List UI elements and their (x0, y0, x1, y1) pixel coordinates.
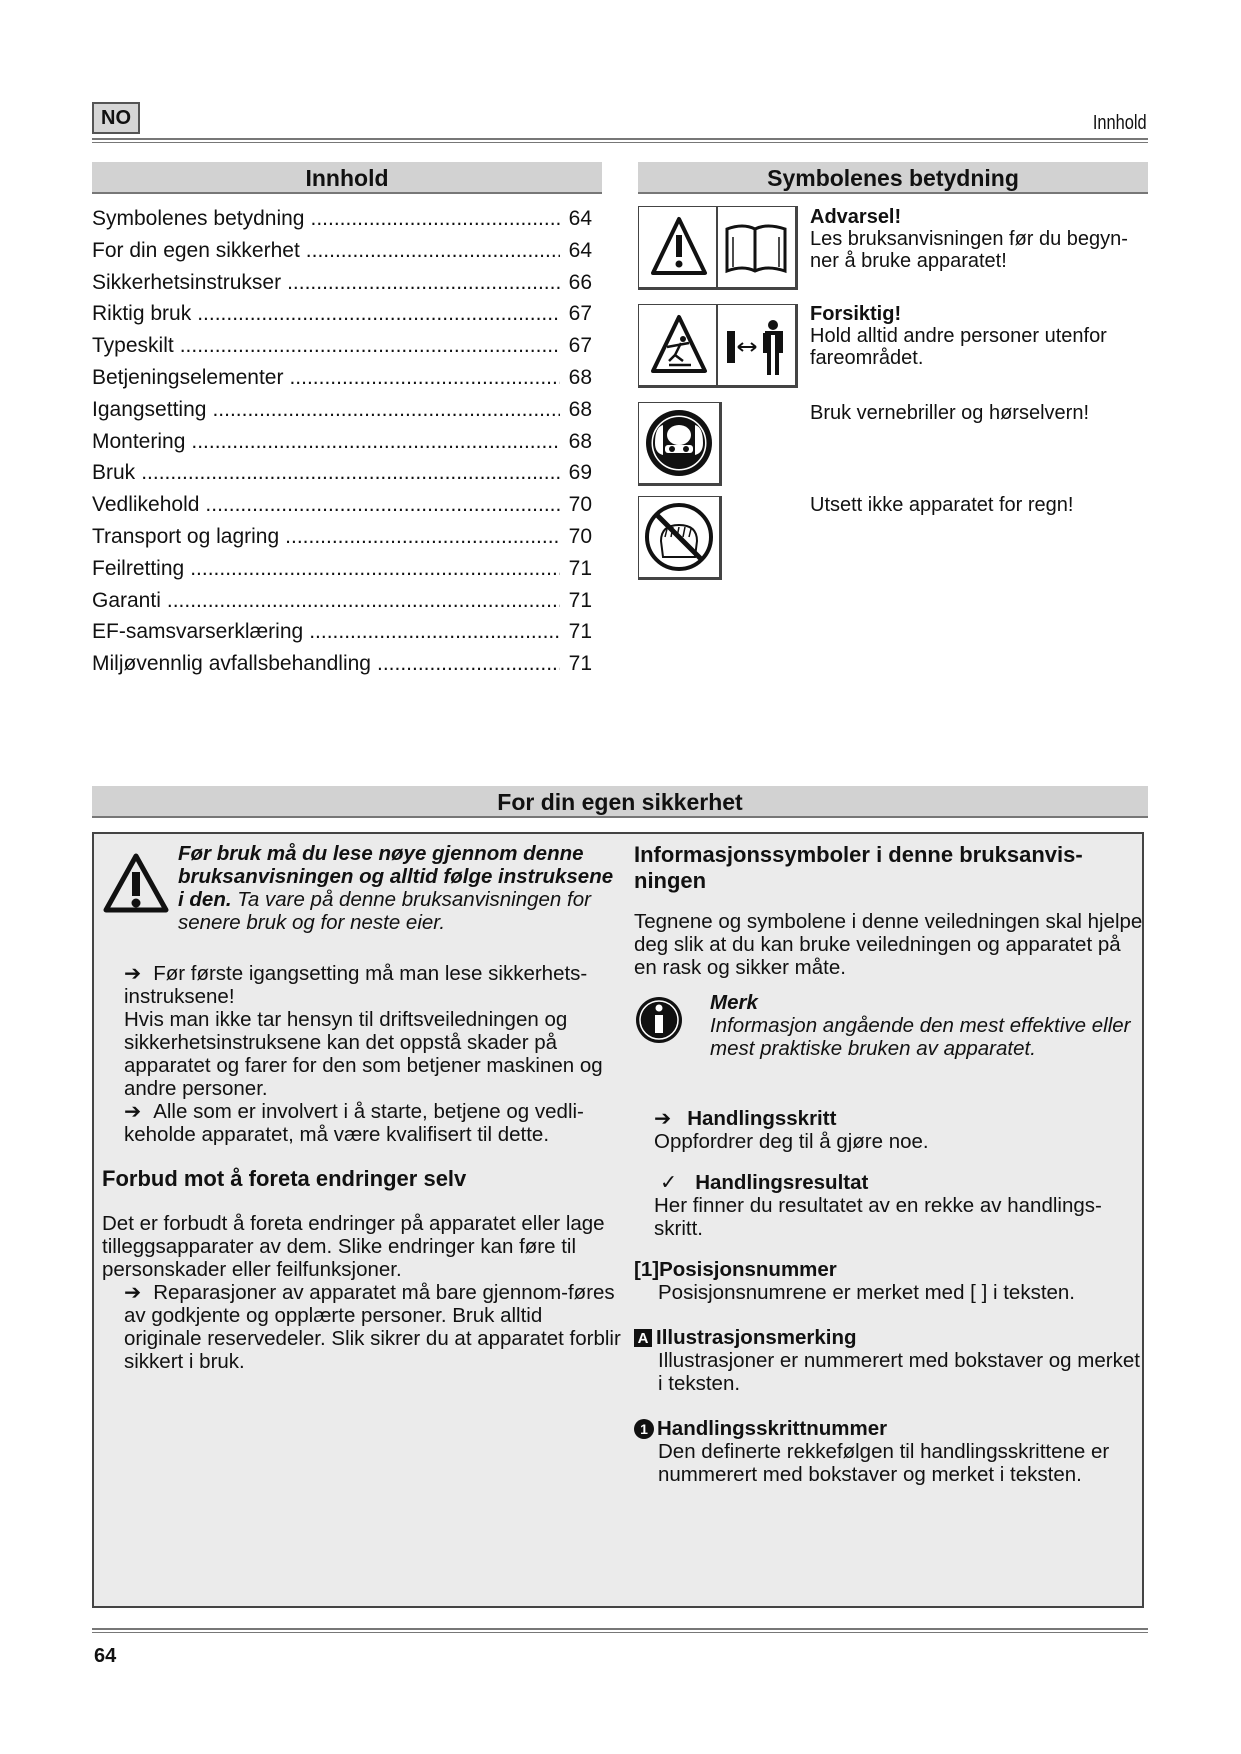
toc-entry-leader (212, 394, 560, 426)
bullet-1-text: Før første igangsetting må man lese sikkerhets-instruksene! (124, 962, 588, 1008)
toc-entry-leader (309, 616, 560, 648)
toc-entry-leader (197, 298, 560, 330)
toc-entry-label: Miljøvennlig avfallsbehandling (92, 652, 371, 676)
toc-entry-page: 71 (568, 588, 592, 612)
safety-heading: For din egen sikkerhet (92, 786, 1148, 818)
bullet-2: ➔ Alle som er involvert i å starte, betjene og vedli-keholde apparatet, må være kvalifisert til dette. (124, 1100, 584, 1146)
toc-entry[interactable] (92, 235, 592, 267)
warning-title: Advarsel! (810, 206, 902, 228)
toc-entry[interactable] (92, 553, 592, 585)
step-number-block (634, 1417, 1144, 1486)
toc-entry-leader (191, 426, 560, 458)
toc-entry[interactable] (92, 521, 592, 553)
footer-rule (92, 1628, 1148, 1630)
toc-entry-label: For din egen sikkerhet (92, 238, 300, 262)
header-rule-thin (92, 142, 1148, 143)
bullet-3: ➔ Reparasjoner av apparatet må bare gjennom-føres av godkjente og opplærte personer. Bruk alltid originale reservedeler. Slik sikrer du at apparatet forblir sikkert i bruk. (124, 1281, 621, 1373)
toc-entry-leader (289, 362, 560, 394)
toc-entry[interactable] (92, 585, 592, 617)
rain-symbol-text: Utsett ikke apparatet for regn! (810, 494, 1074, 516)
bullet-2-text: Alle som er involvert i å starte, betjene og vedli-keholde apparatet, må være kvalifisert til dette. (124, 1100, 584, 1146)
header-title: Innhold (1093, 112, 1147, 134)
illustration-text: Illustrasjoner er nummerert med bokstaver og merket i teksten. (658, 1349, 1140, 1395)
caution-symbol-text (810, 303, 1150, 369)
toc-entry-leader (285, 521, 560, 553)
toc-entry[interactable] (92, 394, 592, 426)
intro-warning (102, 842, 622, 942)
toc-entry[interactable] (92, 648, 592, 680)
step-block: ➔ Handlingsskritt Oppfordrer deg til å gjøre noe. (634, 1107, 1144, 1153)
bullet-3-text: Reparasjoner av apparatet må bare gjennom-føres av godkjente og opplærte personer. Bruk alltid originale reservedeler. Slik sikrer du at apparatet forblir sikkert i bruk. (124, 1281, 621, 1373)
step-text: Oppfordrer deg til å gjøre noe. (654, 1130, 929, 1153)
toc-entry-leader (180, 330, 560, 362)
toc-entry-page: 67 (568, 302, 592, 326)
step-number-title: Handlingsskrittnummer (657, 1417, 888, 1440)
toc-entry[interactable] (92, 267, 592, 299)
toc-entry-label: Typeskilt (92, 334, 174, 358)
step-number-text: Den definerte rekkefølgen til handlingsskrittene er nummerert med bokstaver og merket i teksten. (658, 1440, 1110, 1486)
merk-text: Informasjon angående den mest effektive eller mest praktiske bruken av apparatet. (710, 1014, 1131, 1060)
toc-entry-leader (306, 235, 560, 267)
safety-box (92, 832, 1144, 1608)
toc-entry-page: 68 (568, 397, 592, 421)
warning-manual-icon (638, 206, 798, 290)
intro-italic-text: Ta vare på denne bruksanvisningen for senere bruk og for neste eier. (178, 888, 591, 934)
forbud-text: Det er forbudt å foreta endringer på apparatet eller lage tilleggsapparater av dem. Slike endringer kan føre til personskader eller feilfunksjoner. (102, 1212, 605, 1281)
symbols-heading: Symbolenes betydning (638, 162, 1148, 194)
merk-block (634, 991, 1144, 1061)
bullet-1: ➔ Før første igangsetting må man lese sikkerhets-instruksene! (124, 962, 588, 1008)
footer-rule-thin (92, 1632, 1148, 1633)
info-heading: Informasjonssymboler i denne bruksanvis-ningen (634, 842, 1083, 893)
warning-symbol-text (810, 206, 1150, 272)
toc-entry-leader (287, 267, 560, 299)
toc-entry-label: Igangsetting (92, 397, 207, 421)
toc-entry-label: Bruk (92, 461, 136, 485)
toc-entry[interactable] (92, 616, 592, 648)
step-title: Handlingsskritt (687, 1107, 837, 1130)
toc-entry-page: 64 (568, 238, 592, 262)
toc-entry-label: Vedlikehold (92, 493, 200, 517)
toc-entry[interactable] (92, 330, 592, 362)
header-rule (92, 138, 1148, 140)
caution-description: Hold alltid andre personer utenfor fareområdet. (810, 325, 1107, 369)
toc-entry-page: 69 (568, 461, 592, 485)
toc-entry[interactable] (92, 203, 592, 235)
position-text: Posisjonsnumrene er merket med [ ] i teksten. (658, 1281, 1076, 1304)
toc-entry-label: EF-samsvarserklæring (92, 620, 304, 644)
toc-entry[interactable] (92, 457, 592, 489)
page-number: 64 (94, 1645, 117, 1667)
toc-entry[interactable] (92, 362, 592, 394)
toc-entry[interactable] (92, 298, 592, 330)
language-badge: NO (92, 102, 140, 134)
toc-entry-label: Symbolenes betydning (92, 207, 305, 230)
illustration-title: Illustrasjonsmerking (656, 1326, 857, 1349)
toc-entry-leader (190, 553, 560, 585)
toc-entry[interactable] (92, 426, 592, 458)
position-marker: [1] (634, 1258, 660, 1281)
protective-gear-icon (638, 402, 722, 486)
result-text: Her finner du resultatet av en rekke av handlings-skritt. (654, 1194, 1102, 1240)
toc-entry[interactable] (92, 489, 592, 521)
toc-entry-label: Riktig bruk (92, 302, 192, 326)
info-text: Tegnene og symbolene i denne veiledningen skal hjelpe deg slik at du kan bruke veiledningen og apparatet på en rask og sikker måte. (634, 910, 1143, 979)
toc-entry-leader (141, 457, 560, 489)
warning-triangle-icon (102, 852, 170, 914)
result-title: Handlingsresultat (695, 1171, 869, 1194)
goggles-symbol-text: Bruk vernebriller og hørselvern! (810, 402, 1089, 424)
toc-heading: Innhold (92, 162, 602, 194)
toc-entry-page: 68 (568, 429, 592, 453)
toc-entry-label: Feilretting (92, 556, 185, 580)
toc-entry-page: 71 (568, 652, 592, 676)
toc-entry-page: 66 (568, 270, 592, 294)
toc-entry-page: 67 (568, 334, 592, 358)
toc-entry-label: Transport og lagring (92, 524, 280, 548)
toc-entry-page: 71 (568, 620, 592, 644)
toc-entry-page: 68 (568, 365, 592, 389)
position-block (634, 1258, 1144, 1304)
toc-entry-page: 70 (568, 524, 592, 548)
toc-entry-label: Montering (92, 429, 186, 453)
safety-right-column (634, 842, 1144, 1486)
toc-entry-leader (205, 489, 560, 521)
illustration-block (634, 1326, 1144, 1395)
intro-bold-text: Før bruk må du lese nøye gjennom denne bruksanvisningen og alltid følge instruksene i den. (178, 842, 614, 911)
table-of-contents (92, 203, 592, 680)
info-icon (634, 995, 684, 1045)
toc-entry-label: Garanti (92, 588, 161, 612)
toc-entry-page: 71 (568, 556, 592, 580)
toc-entry-page: 70 (568, 493, 592, 517)
caution-distance-icon (638, 304, 798, 388)
illustration-marker-icon: A (634, 1329, 652, 1347)
toc-entry-leader (377, 648, 560, 680)
merk-title: Merk (710, 991, 758, 1014)
result-block (634, 1171, 1144, 1240)
position-title: Posisjonsnummer (659, 1258, 837, 1281)
toc-entry-leader (310, 203, 560, 235)
toc-entry-page: 64 (568, 207, 592, 230)
step-number-marker-icon: 1 (634, 1419, 654, 1439)
toc-entry-leader (167, 585, 560, 617)
warning-description: Les bruksanvisningen før du begyn-ner å bruke apparatet! (810, 228, 1128, 272)
caution-title: Forsiktig! (810, 303, 902, 325)
toc-entry-label: Betjeningselementer (92, 365, 284, 389)
forbud-heading: Forbud mot å foreta endringer selv (102, 1166, 467, 1191)
checkmark-icon: ✓ (660, 1171, 678, 1194)
no-rain-icon (638, 496, 722, 580)
safety-left-column (102, 842, 622, 1373)
toc-entry-label: Sikkerhetsinstrukser (92, 270, 282, 294)
paragraph-1: Hvis man ikke tar hensyn til driftsveiledningen og sikkerhetsinstruksene kan det oppstå skader på apparatet og farer for den som betjener maskinen og andre personer. (124, 1008, 603, 1100)
